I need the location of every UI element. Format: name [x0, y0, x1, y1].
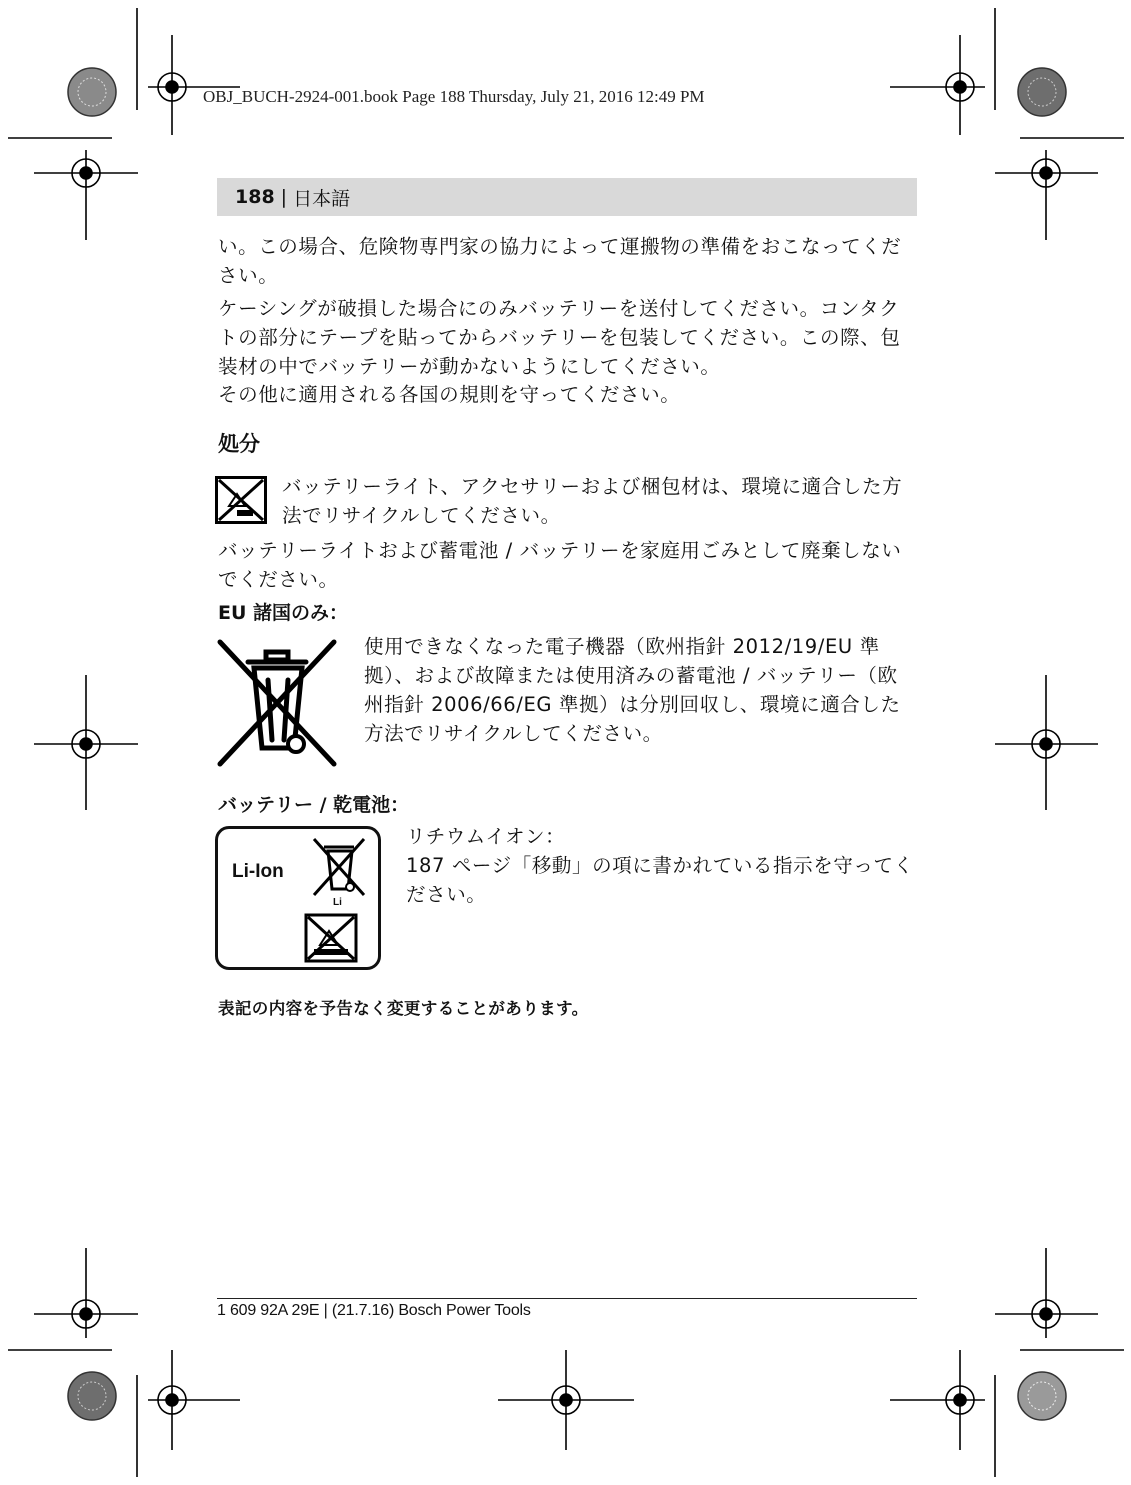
liion-text: 187 ページ「移動」の項に書かれている指示を守ってください。	[406, 854, 914, 906]
page-number: 188	[235, 186, 275, 208]
liion-title: リチウムイオン：	[406, 825, 566, 848]
household-text: バッテリーライトおよび蓄電池 / バッテリーを家庭用ごみとして廃棄しないでください。	[218, 539, 902, 591]
eu-text: 使用できなくなった電子機器（欧州指針 2012/19/EU 準拠）、および故障または使用済みの蓄電池 / バッテリー（欧州指針 2006/66/EG 準拠）は分別回収し、環境に適合した方法でリサイクルしてください。	[364, 635, 901, 745]
crossed-bin-icon	[214, 636, 340, 770]
paragraph-packaging: ケーシングが破損した場合にのみバッテリーを送付してください。コンタクトの部分にテープを貼ってからバッテリーを包装してください。この際、包装材の中でバッテリーが動かないようにしてください。	[218, 297, 901, 378]
footer-rule	[217, 1298, 917, 1299]
eu-label: EU 諸国のみ：	[218, 602, 349, 624]
header-language: 日本語	[293, 187, 351, 210]
change-notice: 表記の内容を予告なく変更することがあります。	[218, 999, 589, 1018]
liion-badge: Li-Ion	[232, 861, 284, 882]
book-slug: OBJ_BUCH-2924-001.book Page 188 Thursday, July 21, 2016 12:49 PM	[203, 87, 705, 106]
recycle-text: バッテリーライト、アクセサリーおよび梱包材は、環境に適合した方法でリサイクルしてください。	[282, 475, 903, 527]
paragraph-regulations: その他に適用される各国の規則を守ってください。	[218, 383, 681, 406]
liion-small-label: Li	[333, 897, 342, 908]
section-heading-disposal: 処分	[218, 432, 260, 456]
battery-recycle-icon	[304, 913, 358, 963]
paragraph-transport: い。この場合、危険物専門家の協力によって運搬物の準備をおこなってください。	[218, 235, 902, 287]
header-separator: |	[280, 186, 288, 208]
recycle-icon	[215, 476, 267, 524]
battery-label: バッテリー / 乾電池：	[218, 794, 410, 816]
page-footer: 1 609 92A 29E | (21.7.16) Bosch Power Tools	[217, 1302, 531, 1319]
liion-battery-disposal-icon	[215, 826, 381, 970]
page-header	[217, 178, 917, 216]
